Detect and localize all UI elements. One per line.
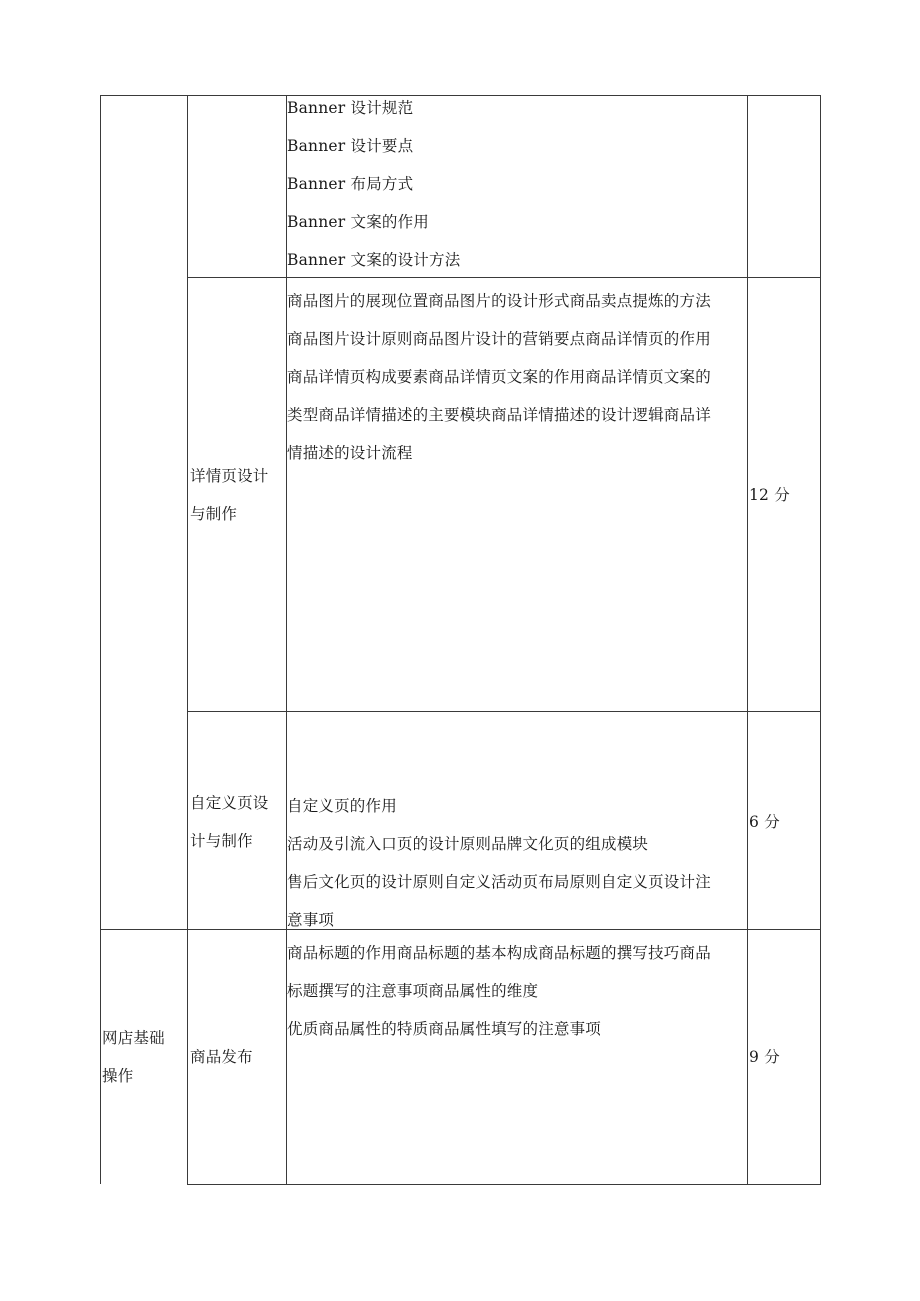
module-line: 操作 xyxy=(102,1067,134,1085)
content-cell-custom-page xyxy=(287,787,711,939)
content-line: 优质商品属性的特质商品属性填写的注意事项 xyxy=(287,1020,602,1038)
score-cell-product-publish: 9 分 xyxy=(749,1048,780,1066)
content-line: 类型商品详情描述的主要模块商品详情描述的设计逻辑商品详 xyxy=(287,406,711,424)
unit-cell-custom-page xyxy=(190,784,269,860)
content-line: 意事项 xyxy=(287,911,335,929)
content-line: Banner 设计规范 xyxy=(287,99,414,117)
content-line: 情描述的设计流程 xyxy=(287,444,413,462)
module-cell-store-basics xyxy=(102,1019,165,1095)
content-cell-product-publish xyxy=(287,934,711,1048)
unit-line: 自定义页设 xyxy=(190,794,269,812)
content-line: 商品详情页构成要素商品详情页文案的作用商品详情页文案的 xyxy=(287,368,711,386)
unit-line: 计与制作 xyxy=(190,832,253,850)
unit-line: 详情页设计 xyxy=(190,467,269,485)
content-line: 活动及引流入口页的设计原则品牌文化页的组成模块 xyxy=(287,835,649,853)
content-line: Banner 布局方式 xyxy=(287,175,414,193)
content-line: 商品图片设计原则商品图片设计的营销要点商品详情页的作用 xyxy=(287,330,711,348)
module-line: 网店基础 xyxy=(102,1029,165,1047)
content-line: 标题撰写的注意事项商品属性的维度 xyxy=(287,982,539,1000)
table-border-left xyxy=(100,95,101,1184)
content-line: 商品标题的作用商品标题的基本构成商品标题的撰写技巧商品 xyxy=(287,944,711,962)
unit-cell-detail-page xyxy=(190,457,269,533)
column-divider xyxy=(747,95,748,1185)
table-border-top xyxy=(100,95,821,96)
content-line: 商品图片的展现位置商品图片的设计形式商品卖点提炼的方法 xyxy=(287,292,711,310)
table-border-bottom xyxy=(187,1184,821,1185)
content-line: 售后文化页的设计原则自定义活动页布局原则自定义页设计注 xyxy=(287,873,711,891)
content-line: Banner 设计要点 xyxy=(287,137,414,155)
content-line: Banner 文案的设计方法 xyxy=(287,251,461,269)
unit-cell-product-publish xyxy=(190,1038,253,1076)
row-divider xyxy=(187,711,821,712)
content-cell-banner xyxy=(287,89,460,279)
column-divider xyxy=(187,95,188,1185)
unit-line: 商品发布 xyxy=(190,1048,253,1066)
content-cell-detail-page xyxy=(287,282,711,472)
row-divider xyxy=(187,277,821,278)
unit-line: 与制作 xyxy=(190,505,238,523)
table-border-right xyxy=(820,95,821,1185)
content-line: 自定义页的作用 xyxy=(287,797,397,815)
content-line: Banner 文案的作用 xyxy=(287,213,430,231)
score-cell-detail-page: 12 分 xyxy=(749,486,790,504)
score-cell-custom-page: 6 分 xyxy=(749,813,780,831)
